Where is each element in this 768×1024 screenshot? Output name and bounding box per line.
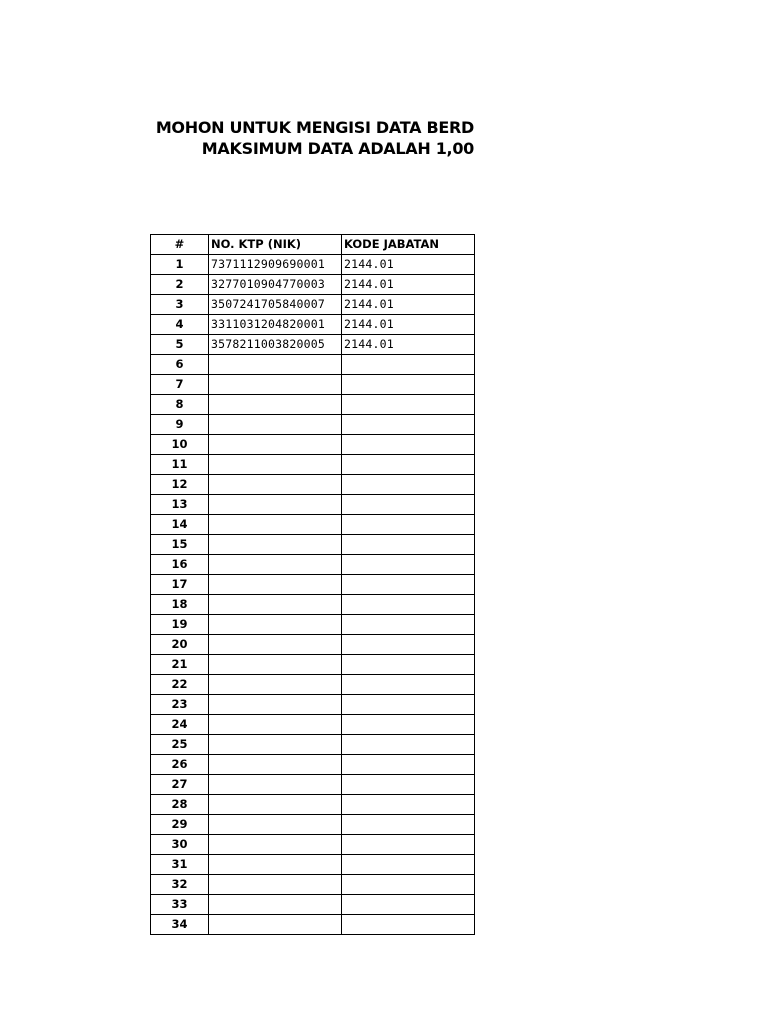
nik-cell[interactable] <box>209 475 342 495</box>
table-header-row <box>151 235 475 255</box>
nik-cell[interactable]: 7371112909690001 <box>209 255 342 275</box>
table-row <box>151 815 475 835</box>
table-row <box>151 315 475 335</box>
row-number-cell: 17 <box>151 575 209 595</box>
data-table <box>150 234 475 935</box>
row-number-cell: 1 <box>151 255 209 275</box>
table-row <box>151 275 475 295</box>
nik-cell[interactable] <box>209 795 342 815</box>
table-row <box>151 375 475 395</box>
table-row <box>151 735 475 755</box>
table-row <box>151 675 475 695</box>
row-number-cell: 23 <box>151 695 209 715</box>
column-header-nik: NO. KTP (NIK) <box>209 235 342 255</box>
kode-jabatan-cell[interactable]: 2144.01 <box>342 275 475 295</box>
row-number-cell: 32 <box>151 875 209 895</box>
table-row <box>151 555 475 575</box>
kode-jabatan-cell[interactable] <box>342 355 475 375</box>
nik-cell[interactable] <box>209 615 342 635</box>
row-number-cell: 14 <box>151 515 209 535</box>
kode-jabatan-cell[interactable] <box>342 835 475 855</box>
table-row <box>151 875 475 895</box>
nik-cell[interactable] <box>209 375 342 395</box>
row-number-cell: 12 <box>151 475 209 495</box>
kode-jabatan-cell[interactable] <box>342 435 475 455</box>
nik-cell[interactable] <box>209 595 342 615</box>
kode-jabatan-cell[interactable] <box>342 875 475 895</box>
nik-cell[interactable] <box>209 715 342 735</box>
kode-jabatan-cell[interactable] <box>342 375 475 395</box>
nik-cell[interactable] <box>209 815 342 835</box>
nik-cell[interactable] <box>209 635 342 655</box>
nik-cell[interactable] <box>209 455 342 475</box>
kode-jabatan-cell[interactable] <box>342 455 475 475</box>
table-row <box>151 435 475 455</box>
kode-jabatan-cell[interactable]: 2144.01 <box>342 255 475 275</box>
row-number-cell: 10 <box>151 435 209 455</box>
table-row <box>151 655 475 675</box>
table-row <box>151 575 475 595</box>
table-row <box>151 855 475 875</box>
table-row <box>151 755 475 775</box>
row-number-cell: 3 <box>151 295 209 315</box>
row-number-cell: 20 <box>151 635 209 655</box>
nik-cell[interactable] <box>209 875 342 895</box>
kode-jabatan-cell[interactable] <box>342 855 475 875</box>
kode-jabatan-cell[interactable] <box>342 795 475 815</box>
nik-cell[interactable] <box>209 855 342 875</box>
kode-jabatan-cell[interactable]: 2144.01 <box>342 335 475 355</box>
table-row <box>151 355 475 375</box>
table-row <box>151 795 475 815</box>
kode-jabatan-cell[interactable] <box>342 695 475 715</box>
table-row <box>151 775 475 795</box>
table-row <box>151 415 475 435</box>
kode-jabatan-cell[interactable] <box>342 555 475 575</box>
row-number-cell: 19 <box>151 615 209 635</box>
nik-cell[interactable] <box>209 415 342 435</box>
nik-cell[interactable] <box>209 555 342 575</box>
row-number-cell: 25 <box>151 735 209 755</box>
row-number-cell: 9 <box>151 415 209 435</box>
nik-cell[interactable] <box>209 495 342 515</box>
kode-jabatan-cell[interactable] <box>342 895 475 915</box>
heading-line-1: MOHON UNTUK MENGISI DATA BERD <box>155 118 474 137</box>
nik-cell[interactable] <box>209 515 342 535</box>
nik-cell[interactable] <box>209 355 342 375</box>
column-header-kode-jabatan: KODE JABATAN <box>342 235 475 255</box>
nik-cell[interactable] <box>209 755 342 775</box>
kode-jabatan-cell[interactable] <box>342 535 475 555</box>
column-header-number: # <box>151 235 209 255</box>
table-row <box>151 895 475 915</box>
table-row <box>151 915 475 935</box>
row-number-cell: 7 <box>151 375 209 395</box>
table-row <box>151 295 475 315</box>
row-number-cell: 6 <box>151 355 209 375</box>
kode-jabatan-cell[interactable] <box>342 715 475 735</box>
nik-cell[interactable] <box>209 695 342 715</box>
table-row <box>151 535 475 555</box>
table-row <box>151 395 475 415</box>
kode-jabatan-cell[interactable] <box>342 475 475 495</box>
row-number-cell: 5 <box>151 335 209 355</box>
table-row <box>151 475 475 495</box>
row-number-cell: 26 <box>151 755 209 775</box>
table-row <box>151 695 475 715</box>
kode-jabatan-cell[interactable] <box>342 735 475 755</box>
nik-cell[interactable] <box>209 655 342 675</box>
row-number-cell: 11 <box>151 455 209 475</box>
kode-jabatan-cell[interactable]: 2144.01 <box>342 295 475 315</box>
kode-jabatan-cell[interactable] <box>342 775 475 795</box>
table-row <box>151 715 475 735</box>
kode-jabatan-cell[interactable] <box>342 395 475 415</box>
nik-cell[interactable] <box>209 535 342 555</box>
row-number-cell: 31 <box>151 855 209 875</box>
row-number-cell: 18 <box>151 595 209 615</box>
table-row <box>151 495 475 515</box>
nik-cell[interactable] <box>209 915 342 935</box>
kode-jabatan-cell[interactable] <box>342 495 475 515</box>
row-number-cell: 21 <box>151 655 209 675</box>
kode-jabatan-cell[interactable]: 2144.01 <box>342 315 475 335</box>
row-number-cell: 8 <box>151 395 209 415</box>
kode-jabatan-cell[interactable] <box>342 635 475 655</box>
row-number-cell: 27 <box>151 775 209 795</box>
nik-cell[interactable] <box>209 575 342 595</box>
table-row <box>151 335 475 355</box>
table-body <box>151 255 475 935</box>
table-row <box>151 515 475 535</box>
nik-cell[interactable] <box>209 775 342 795</box>
table-row <box>151 635 475 655</box>
row-number-cell: 2 <box>151 275 209 295</box>
kode-jabatan-cell[interactable] <box>342 615 475 635</box>
nik-cell[interactable]: 3578211003820005 <box>209 335 342 355</box>
heading-line-2: MAKSIMUM DATA ADALAH 1,00 <box>201 139 474 158</box>
row-number-cell: 4 <box>151 315 209 335</box>
kode-jabatan-cell[interactable] <box>342 655 475 675</box>
table-row <box>151 255 475 275</box>
kode-jabatan-cell[interactable] <box>342 415 475 435</box>
row-number-cell: 24 <box>151 715 209 735</box>
table-row <box>151 835 475 855</box>
kode-jabatan-cell[interactable] <box>342 515 475 535</box>
row-number-cell: 22 <box>151 675 209 695</box>
kode-jabatan-cell[interactable] <box>342 755 475 775</box>
table-row <box>151 595 475 615</box>
row-number-cell: 30 <box>151 835 209 855</box>
row-number-cell: 16 <box>151 555 209 575</box>
kode-jabatan-cell[interactable] <box>342 815 475 835</box>
row-number-cell: 28 <box>151 795 209 815</box>
row-number-cell: 33 <box>151 895 209 915</box>
nik-cell[interactable]: 3277010904770003 <box>209 275 342 295</box>
nik-cell[interactable] <box>209 895 342 915</box>
nik-cell[interactable] <box>209 435 342 455</box>
row-number-cell: 29 <box>151 815 209 835</box>
kode-jabatan-cell[interactable] <box>342 675 475 695</box>
nik-cell[interactable]: 3507241705840007 <box>209 295 342 315</box>
table-row <box>151 455 475 475</box>
nik-cell[interactable] <box>209 675 342 695</box>
kode-jabatan-cell[interactable] <box>342 595 475 615</box>
table-row <box>151 615 475 635</box>
row-number-cell: 34 <box>151 915 209 935</box>
nik-cell[interactable] <box>209 735 342 755</box>
nik-cell[interactable] <box>209 835 342 855</box>
row-number-cell: 15 <box>151 535 209 555</box>
kode-jabatan-cell[interactable] <box>342 915 475 935</box>
row-number-cell: 13 <box>151 495 209 515</box>
page-heading <box>0 117 474 159</box>
kode-jabatan-cell[interactable] <box>342 575 475 595</box>
nik-cell[interactable] <box>209 395 342 415</box>
nik-cell[interactable]: 3311031204820001 <box>209 315 342 335</box>
